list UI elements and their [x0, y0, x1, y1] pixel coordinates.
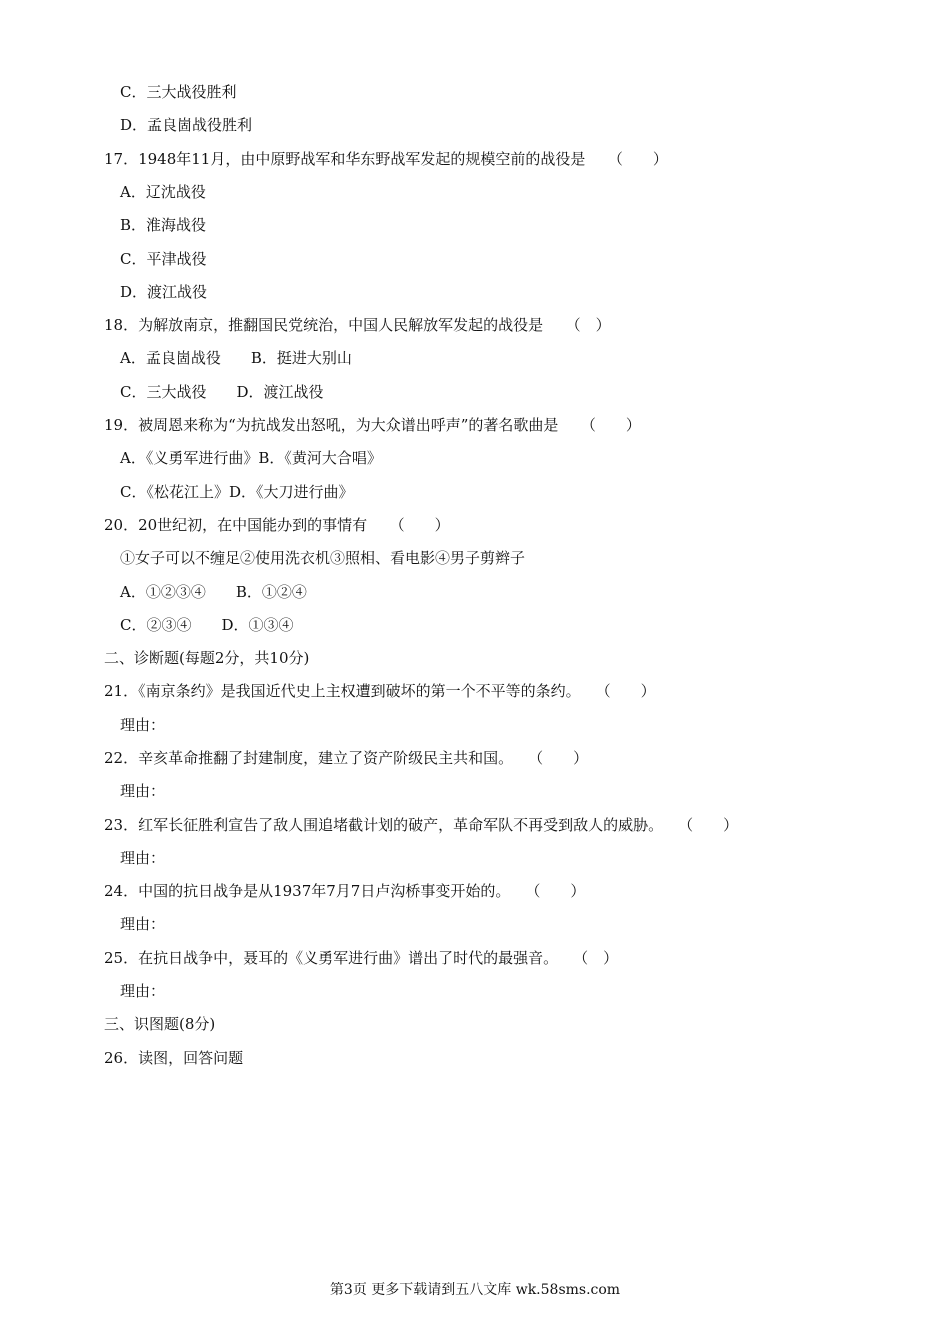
option-line: 理由： — [120, 982, 166, 1000]
option-line: C．三大战役胜利 — [120, 83, 237, 101]
option-line: A．《义勇军进行曲》B．《黄河大合唱》 — [120, 449, 382, 467]
question-line: 26．读图，回答问题 — [104, 1049, 244, 1067]
option-line: C．②③④ D．①③④ — [120, 616, 294, 634]
option-line: 理由： — [120, 849, 166, 867]
question-line: 17．1948年11月，由中原野战军和华东野战军发起的规模空前的战役是 （ ） — [104, 150, 668, 168]
question-line: 二、诊断题(每题2分，共10分) — [104, 649, 310, 667]
question-line: 三、识图题(8分) — [104, 1015, 216, 1033]
option-line: D．孟良崮战役胜利 — [120, 116, 253, 134]
question-line: 18．为解放南京，推翻国民党统治，中国人民解放军发起的战役是 （ ） — [104, 316, 611, 334]
option-line: A．辽沈战役 — [120, 183, 206, 201]
option-line: D．渡江战役 — [120, 283, 208, 301]
question-line: 22．辛亥革命推翻了封建制度，建立了资产阶级民主共和国。 （ ） — [104, 749, 589, 767]
option-line: B．淮海战役 — [120, 216, 207, 234]
option-line: A．孟良崮战役 B．挺进大别山 — [120, 349, 352, 367]
option-line: 理由： — [120, 782, 166, 800]
question-line: 23．红军长征胜利宣告了敌人围追堵截计划的破产，革命军队不再受到敌人的威胁。 （ ） — [104, 816, 739, 834]
option-line: ①女子可以不缠足②使用洗衣机③照相、看电影④男子剪辫子 — [120, 549, 526, 567]
question-line: 21．《南京条约》是我国近代史上主权遭到破坏的第一个不平等的条约。 （ ） — [104, 682, 656, 700]
option-line: C．三大战役 D．渡江战役 — [120, 383, 324, 401]
option-line: A．①②③④ B．①②④ — [120, 583, 307, 601]
option-line: C．平津战役 — [120, 250, 207, 268]
option-line: C．《松花江上》D．《大刀进行曲》 — [120, 483, 354, 501]
page-footer: 第3页 更多下载请到五八文库 wk.58sms.com — [329, 1282, 621, 1298]
question-line: 19．被周恩来称为“为抗战发出怒吼，为大众谱出呼声”的著名歌曲是 （ ） — [104, 416, 641, 434]
question-line: 25．在抗日战争中，聂耳的《义勇军进行曲》谱出了时代的最强音。 （ ） — [104, 949, 619, 967]
question-line: 24．中国的抗日战争是从1937年7月7日卢沟桥事变开始的。 （ ） — [104, 882, 586, 900]
option-line: 理由： — [120, 915, 166, 933]
question-line: 20．20世纪初，在中国能办到的事情有 （ ） — [104, 516, 450, 534]
option-line: 理由： — [120, 716, 166, 734]
